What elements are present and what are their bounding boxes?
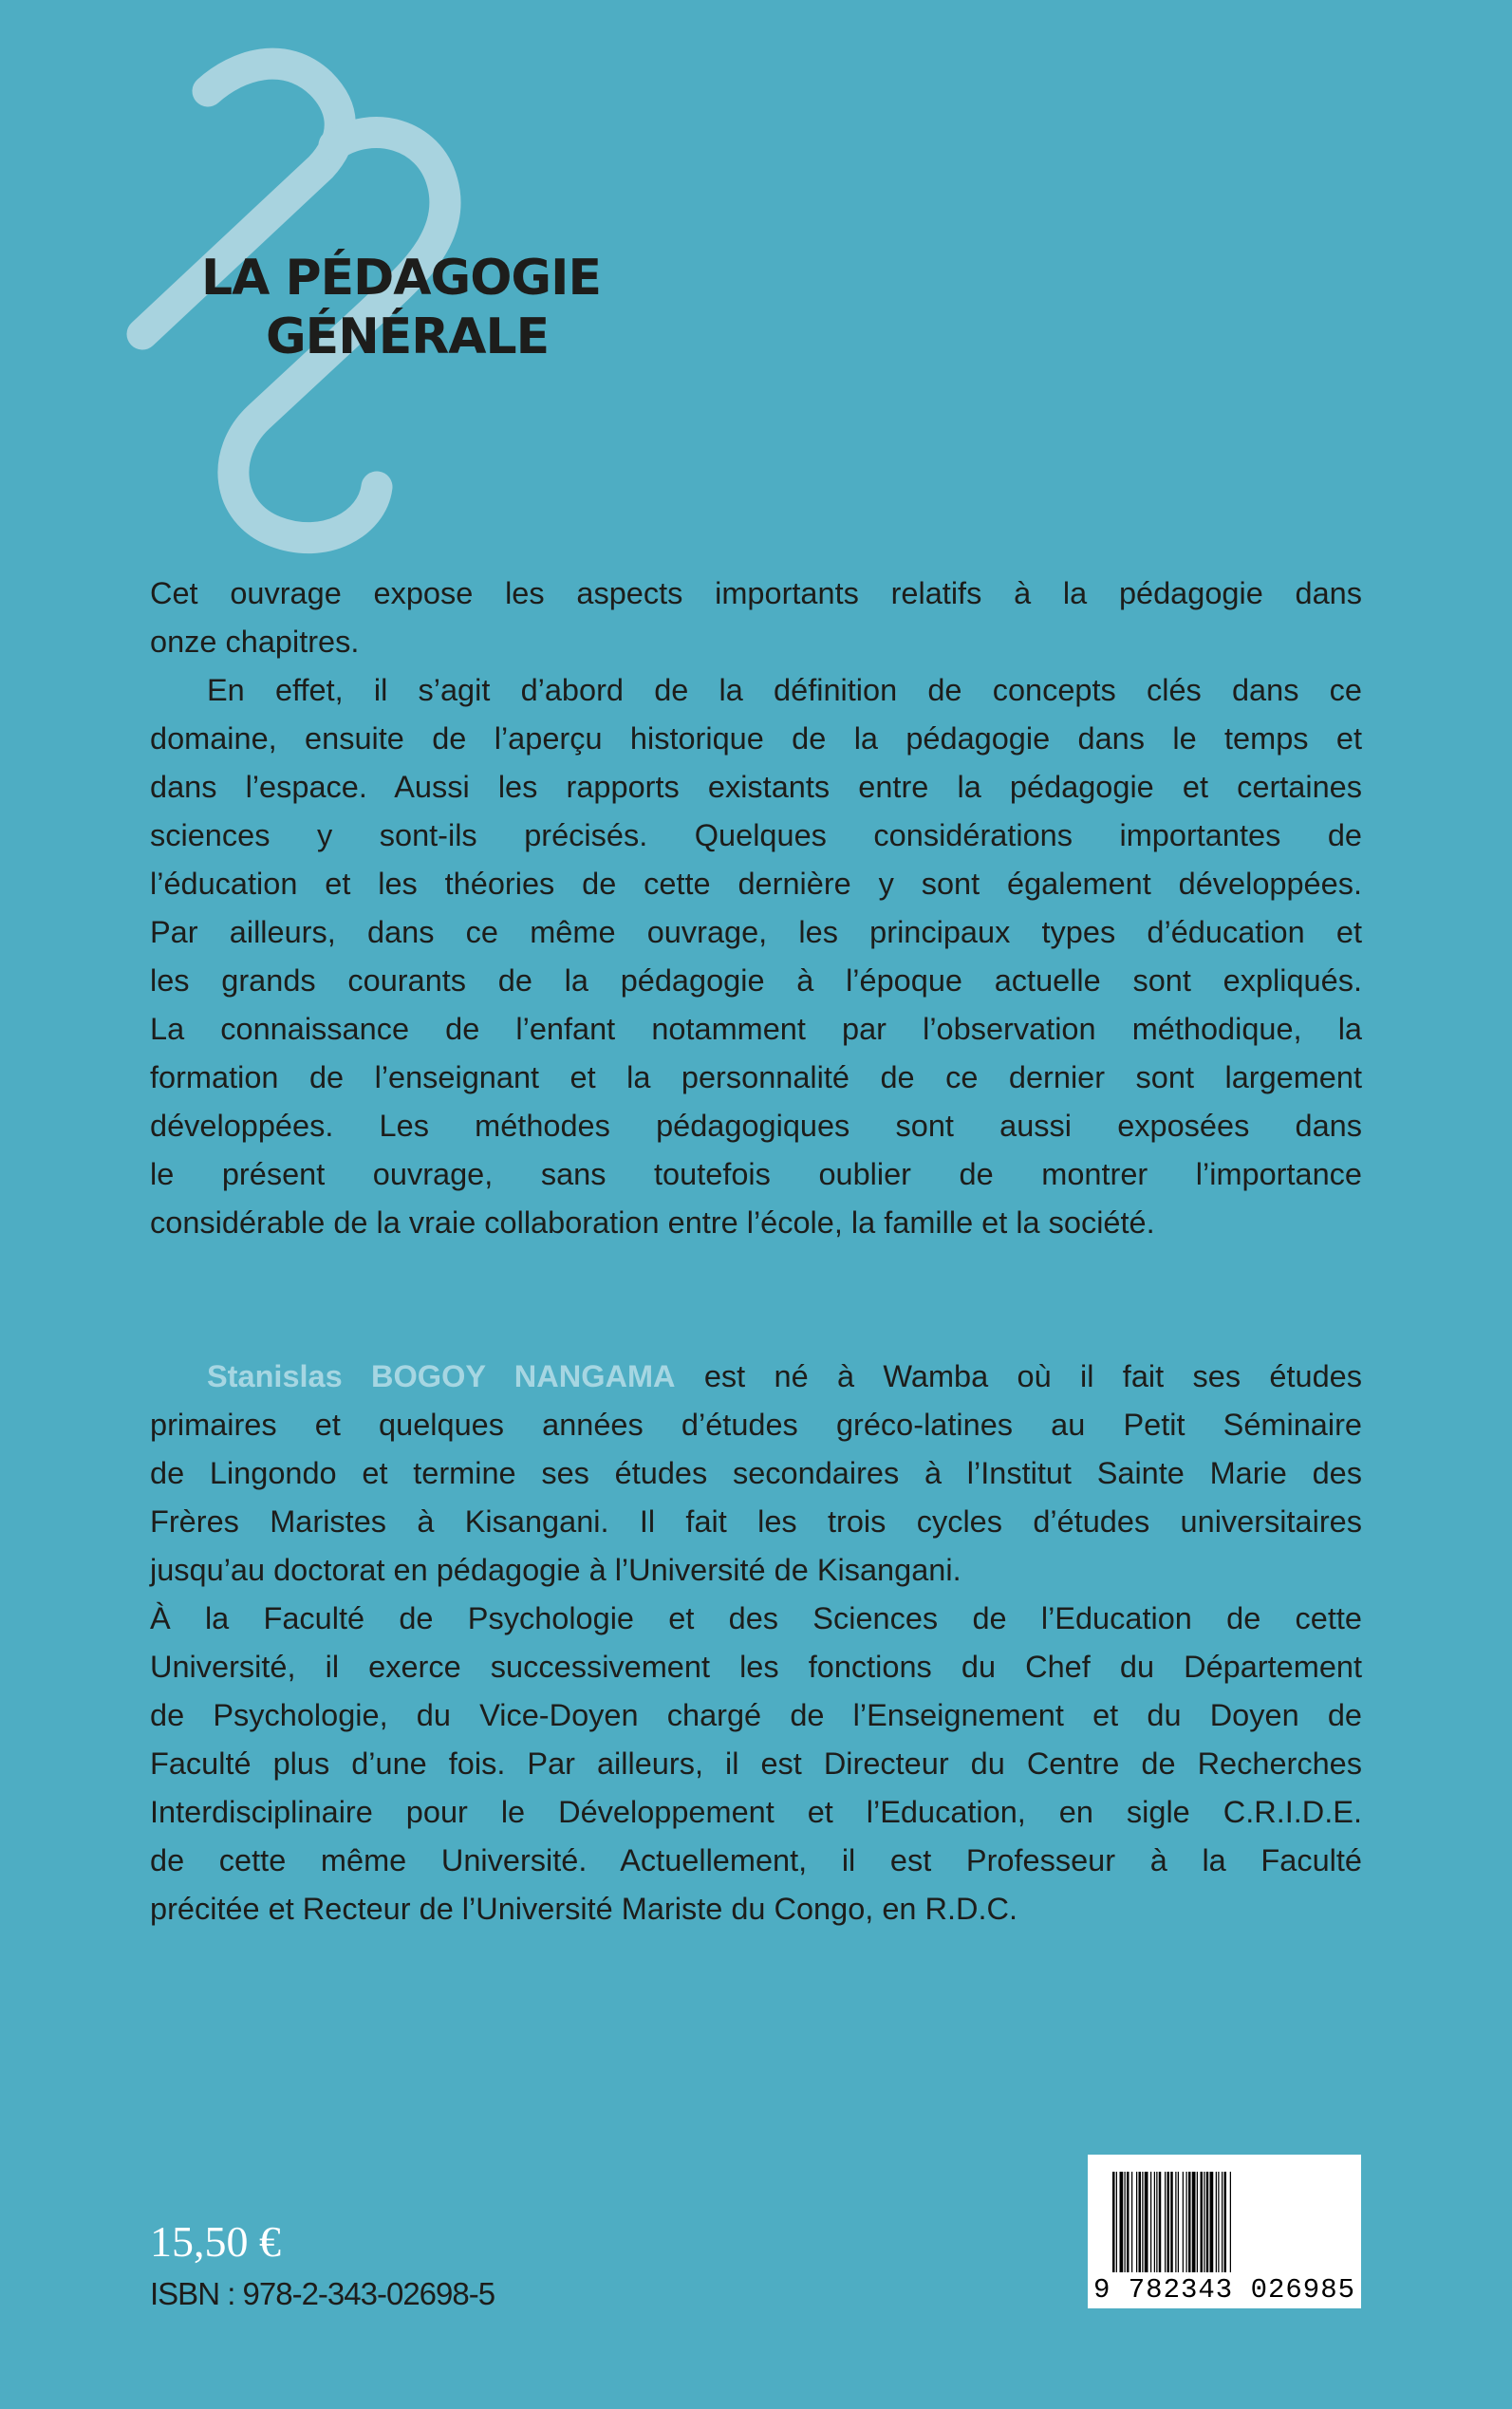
author-bio-line: [150, 1353, 1362, 1401]
summary-line: domaine, ensuite de l’aperçu historique de la pédagogie dans le temps et: [150, 721, 1362, 756]
summary-line: Cet ouvrage expose les aspects importants relatifs à la pédagogie dans: [150, 576, 1362, 610]
barcode-number: 9 782343 026985: [1092, 2274, 1356, 2306]
summary-line: développées. Les méthodes pédagogiques sont aussi exposées dans: [150, 1109, 1362, 1143]
author-bio-line: Faculté plus d’une fois. Par ailleurs, il est Directeur du Centre de Recherches: [150, 1746, 1362, 1781]
author-bio-line: jusqu’au doctorat en pédagogie à l’Université de Kisangani.: [150, 1553, 961, 1587]
author-bio-line: de Lingondo et termine ses études secondaires à l’Institut Sainte Marie des: [150, 1456, 1362, 1490]
author-bio: [150, 1353, 1362, 1933]
barcode: [1088, 2155, 1361, 2308]
price: 15,50 €: [150, 2217, 281, 2266]
summary-line: le présent ouvrage, sans toutefois oublier de montrer l’importance: [150, 1157, 1362, 1191]
summary-line: sciences y sont-ils précisés. Quelques considérations importantes de: [150, 818, 1362, 852]
author-bio-text: est né à Wamba où il fait ses études: [675, 1359, 1362, 1393]
author-bio-line: Interdisciplinaire pour le Développement et l’Education, en sigle C.R.I.D.E.: [150, 1795, 1362, 1829]
summary-line: En effet, il s’agit d’abord de la définition de concepts clés dans ce: [207, 673, 1362, 707]
author-bio-line: de Psychologie, du Vice-Doyen chargé de l’Enseignement et du Doyen de: [150, 1698, 1362, 1732]
summary-line: considérable de la vraie collaboration entre l’école, la famille et la société.: [150, 1205, 1155, 1240]
summary-line: les grands courants de la pédagogie à l’époque actuelle sont expliqués.: [150, 963, 1362, 998]
title-line-1: LA PÉDAGOGIE: [201, 250, 601, 307]
author-bio-line: Université, il exerce successivement les fonctions du Chef du Département: [150, 1650, 1362, 1684]
summary-line: dans l’espace. Aussi les rapports existants entre la pédagogie et certaines: [150, 770, 1362, 804]
title-line-2: GÉNÉRALE: [266, 308, 550, 365]
author-name: Stanislas BOGOY NANGAMA: [207, 1359, 676, 1393]
isbn: ISBN : 978-2-343-02698-5: [150, 2276, 495, 2311]
author-bio-line: primaires et quelques années d’études gréco-latines au Petit Séminaire: [150, 1408, 1362, 1442]
summary-line: Par ailleurs, dans ce même ouvrage, les principaux types d’éducation et: [150, 915, 1362, 949]
book-title: [201, 249, 601, 366]
summary-line: formation de l’enseignant et la personnalité de ce dernier sont largement: [150, 1060, 1362, 1094]
barcode-bars-icon: [1112, 2172, 1336, 2272]
author-bio-line: de cette même Université. Actuellement, il est Professeur à la Faculté: [150, 1843, 1362, 1877]
summary-text: [150, 570, 1362, 1247]
author-bio-line: À la Faculté de Psychologie et des Sciences de l’Education de cette: [150, 1601, 1362, 1635]
summary-line: l’éducation et les théories de cette dernière y sont également développées.: [150, 867, 1362, 901]
summary-line: onze chapitres.: [150, 625, 360, 659]
summary-line: La connaissance de l’enfant notamment par l’observation méthodique, la: [150, 1012, 1362, 1046]
author-bio-line: précitée et Recteur de l’Université Mariste du Congo, en R.D.C.: [150, 1892, 1018, 1926]
author-bio-line: Frères Maristes à Kisangani. Il fait les trois cycles d’études universitaires: [150, 1504, 1362, 1539]
